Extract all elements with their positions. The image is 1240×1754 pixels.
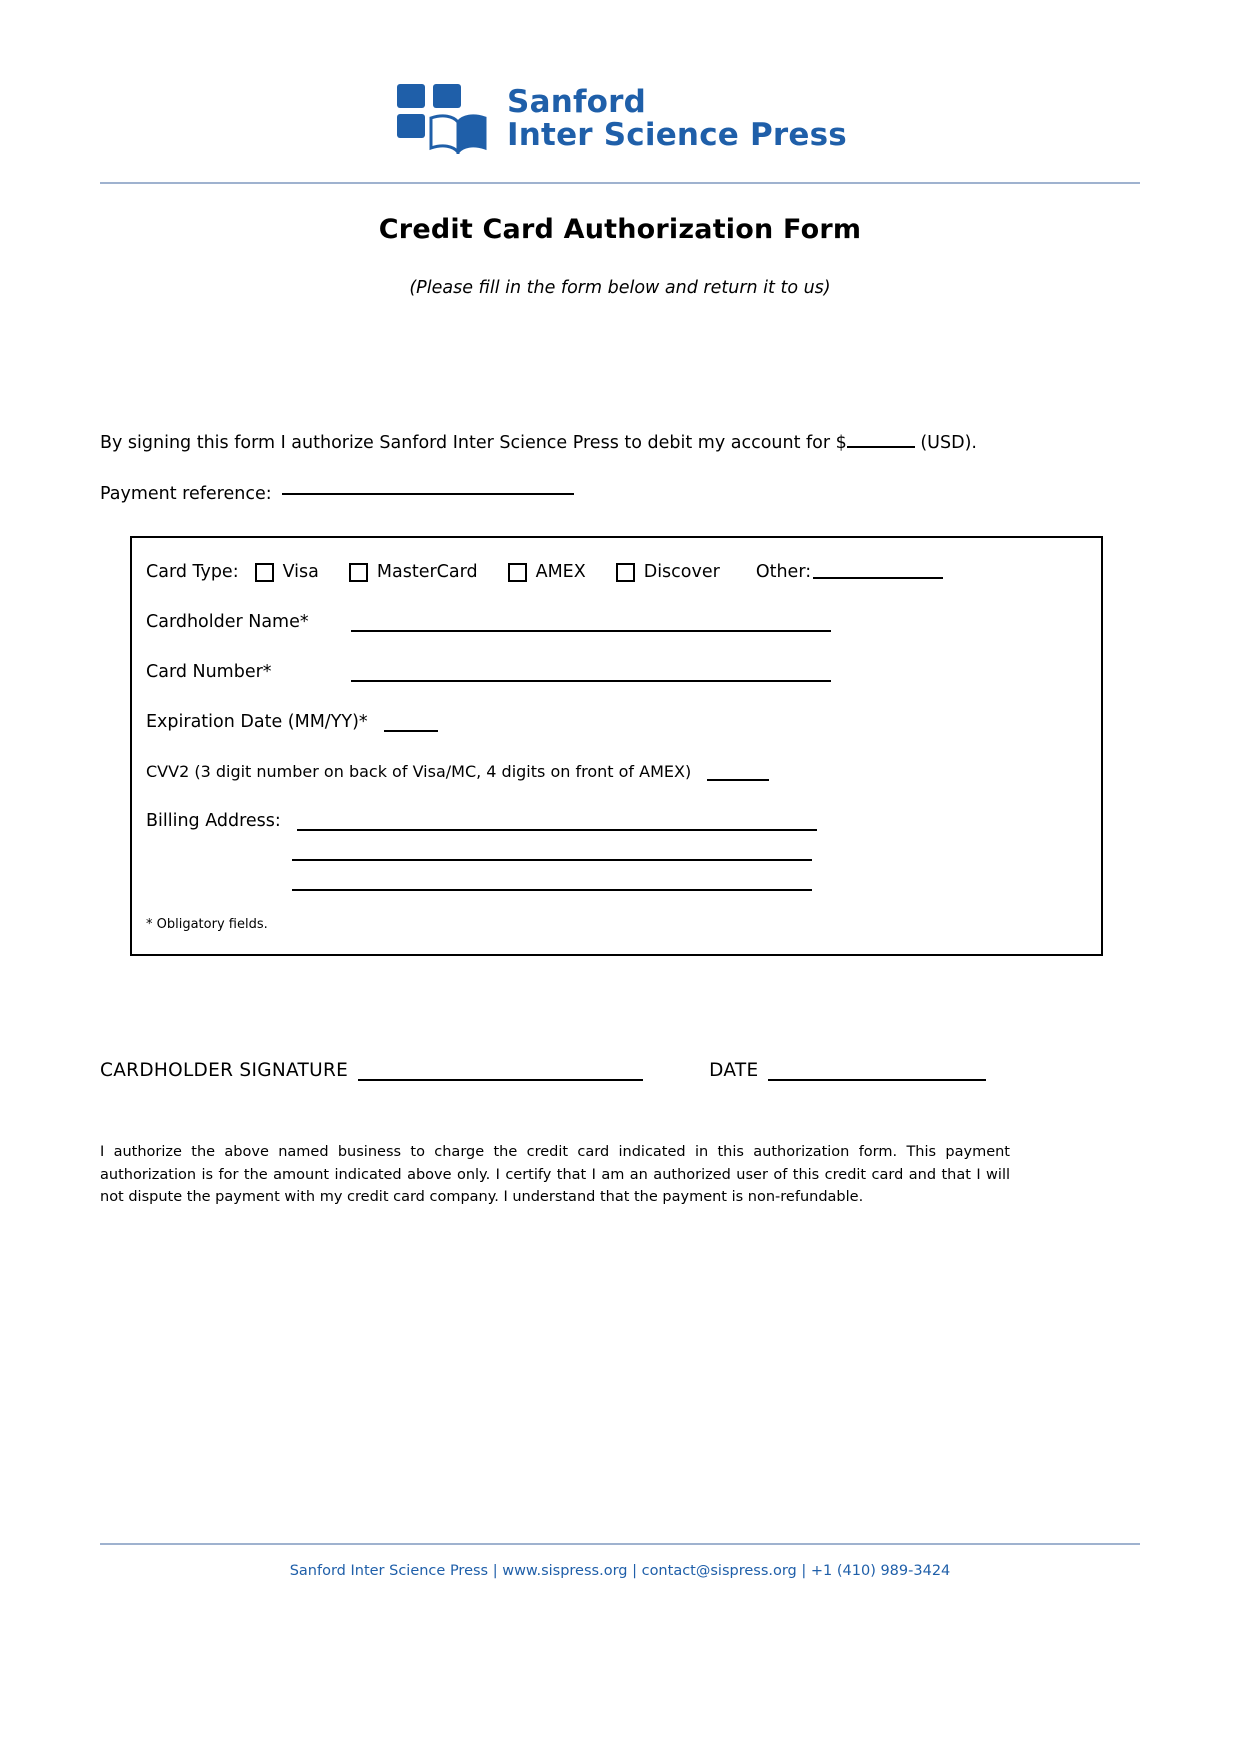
- brand-text: [507, 83, 847, 153]
- brand-line-2: Inter Science Press: [507, 117, 847, 153]
- card-type-option-visa[interactable]: [255, 562, 319, 582]
- cvv-input[interactable]: [707, 779, 769, 781]
- obligatory-fields-note: * Obligatory fields.: [146, 917, 268, 933]
- checkbox-icon[interactable]: [349, 563, 368, 582]
- footer-separator-3: |: [801, 1563, 807, 1579]
- cardholder-name-row: [146, 612, 1087, 632]
- brand-line-1: Sanford: [507, 83, 647, 120]
- book-squares-logo-icon: [393, 82, 489, 156]
- card-type-label: Card Type:: [146, 562, 239, 583]
- expiration-label: Expiration Date (MM/YY)*: [146, 712, 368, 733]
- card-type-row: [146, 562, 1087, 582]
- payment-reference-input[interactable]: [282, 493, 574, 495]
- document-header: [100, 0, 1140, 156]
- card-type-option-amex[interactable]: [508, 562, 586, 582]
- footer-phone: +1 (410) 989-3424: [810, 1563, 951, 1579]
- payment-reference-row: [100, 484, 1140, 504]
- page-title: Credit Card Authorization Form: [378, 214, 862, 245]
- footer-divider: [100, 1543, 1140, 1545]
- billing-address-row-2: [146, 859, 1087, 861]
- card-number-row: [146, 662, 1087, 682]
- billing-address-input-line-3[interactable]: [292, 889, 812, 891]
- footer-company: Sanford Inter Science Press: [289, 1563, 489, 1579]
- cardholder-name-label: Cardholder Name*: [146, 612, 309, 633]
- card-type-other-input[interactable]: [813, 577, 943, 579]
- card-number-input[interactable]: [351, 680, 831, 682]
- checkbox-icon[interactable]: [508, 563, 527, 582]
- billing-address-input-line-2[interactable]: [292, 859, 812, 861]
- signature-input[interactable]: [358, 1079, 643, 1081]
- checkbox-icon[interactable]: [255, 563, 274, 582]
- billing-address-row: [146, 811, 1087, 831]
- card-type-option-mastercard[interactable]: [349, 562, 478, 582]
- footer-email[interactable]: contact@sispress.org: [641, 1563, 797, 1579]
- expiration-row: [146, 712, 1087, 732]
- cvv-row: [146, 762, 1087, 781]
- document-footer: [100, 1543, 1140, 1579]
- card-type-option-label: Visa: [282, 562, 319, 583]
- billing-address-input-line-1[interactable]: [297, 829, 817, 831]
- footer-website[interactable]: www.sispress.org: [502, 1563, 628, 1579]
- card-details-box: [130, 536, 1103, 956]
- date-group: [709, 1060, 986, 1081]
- card-number-label: Card Number*: [146, 662, 272, 683]
- authorization-statement-text: By signing this form I authorize Sanford Inter Science Press to debit my account for $: [100, 433, 847, 453]
- card-type-other-label: Other:: [755, 562, 812, 583]
- header-divider: [100, 182, 1140, 184]
- date-label: DATE: [709, 1060, 759, 1082]
- billing-address-label: Billing Address:: [146, 811, 281, 832]
- authorization-statement: [100, 430, 1140, 456]
- currency-suffix: (USD).: [920, 433, 977, 453]
- card-type-option-label: Discover: [643, 562, 720, 583]
- expiration-input[interactable]: [384, 730, 438, 732]
- billing-address-row-3: [146, 889, 1087, 891]
- legal-paragraph: I authorize the above named business to charge the credit card indicated in this authorization form. This payment authorization is for the amount indicated above only. I certify that I am an authorized user of this credit card and that I will not dispute the payment with my credit card company. I understand that the payment is non-refundable.: [100, 1144, 1010, 1206]
- signature-row: [100, 1060, 1140, 1081]
- cvv-label: CVV2 (3 digit number on back of Visa/MC, 4 digits on front of AMEX): [146, 762, 692, 782]
- brand-logo: [393, 82, 847, 156]
- card-type-option-label: AMEX: [535, 562, 586, 583]
- footer-separator-2: |: [632, 1563, 637, 1579]
- date-input[interactable]: [768, 1079, 986, 1081]
- footer-contact-line: [100, 1563, 1140, 1579]
- card-type-option-label: MasterCard: [376, 562, 478, 583]
- footer-separator-1: |: [492, 1563, 498, 1579]
- card-type-other[interactable]: [756, 562, 943, 582]
- payment-reference-label: Payment reference:: [100, 484, 272, 505]
- signature-label: CARDHOLDER SIGNATURE: [100, 1060, 349, 1082]
- amount-input[interactable]: [847, 446, 915, 448]
- checkbox-icon[interactable]: [616, 563, 635, 582]
- cardholder-name-input[interactable]: [351, 630, 831, 632]
- page-subtitle: (Please fill in the form below and return it to us): [409, 278, 831, 298]
- card-type-option-discover[interactable]: [616, 562, 720, 582]
